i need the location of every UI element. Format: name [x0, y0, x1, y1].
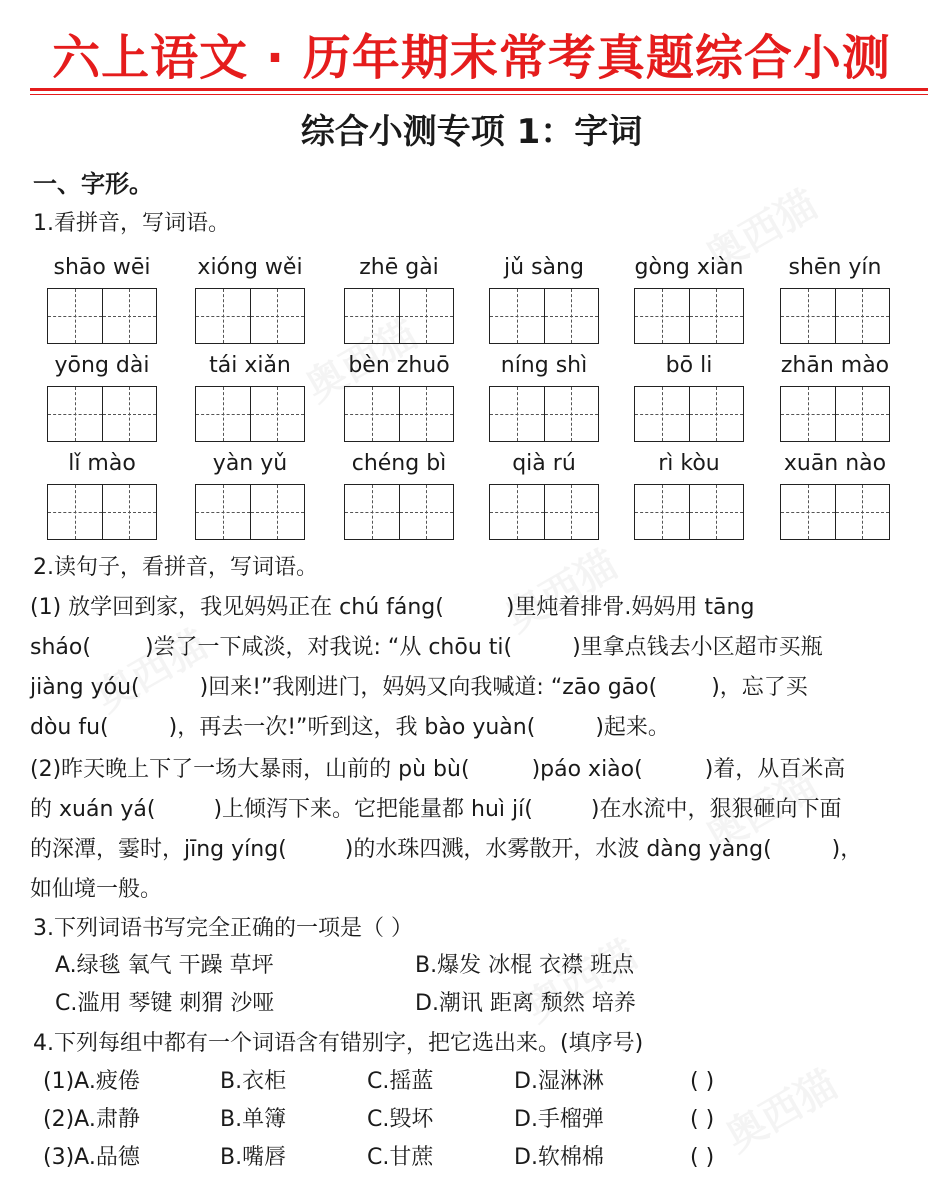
writing-grid[interactable] — [489, 484, 599, 540]
writing-grid[interactable] — [47, 288, 157, 344]
writing-grid[interactable] — [195, 386, 305, 442]
q3-option-a[interactable]: A.绿毯 氧气 干躁 草坪 — [55, 953, 274, 978]
q3-option-c[interactable]: C.滥用 琴键 刺猬 沙哑 — [55, 991, 275, 1016]
pinyin-item — [344, 252, 454, 350]
writing-grid[interactable] — [344, 484, 454, 540]
writing-grid[interactable] — [344, 386, 454, 442]
title-underline-thin — [30, 94, 928, 95]
writing-grid[interactable] — [634, 288, 744, 344]
pinyin-label: yàn yǔ — [212, 451, 288, 476]
q4-group-1-a[interactable]: (1)A.疲倦 — [43, 1069, 140, 1094]
writing-grid[interactable] — [195, 288, 305, 344]
title-underline — [30, 88, 928, 91]
pinyin-item — [47, 252, 157, 350]
question-1-prompt: 1.看拼音，写词语。 — [33, 211, 230, 236]
pinyin-item — [634, 252, 744, 350]
header — [0, 0, 943, 100]
page-title: 六上语文 · 历年期末常考真题综合小测 — [52, 30, 891, 86]
writing-grid[interactable] — [489, 386, 599, 442]
writing-grid[interactable] — [344, 288, 454, 344]
pinyin-label: xióng wěi — [197, 255, 303, 280]
writing-grid[interactable] — [195, 484, 305, 540]
pinyin-label: qià rú — [512, 451, 576, 476]
pinyin-label: xuān nào — [783, 451, 887, 476]
q4-group-2-answer[interactable]: ( ) — [690, 1107, 715, 1132]
pinyin-label: rì kòu — [658, 451, 720, 476]
q4-group-3-c[interactable]: C.甘蔗 — [367, 1145, 434, 1170]
pinyin-label: shāo wēi — [53, 255, 151, 280]
q4-group-2-c[interactable]: C.毁坏 — [367, 1107, 434, 1132]
writing-grid[interactable] — [780, 386, 890, 442]
q4-group-2-a[interactable]: (2)A.肃静 — [43, 1107, 140, 1132]
pinyin-label: jǔ sàng — [504, 255, 584, 280]
pinyin-item — [195, 350, 305, 448]
pinyin-label: lǐ mào — [68, 451, 136, 476]
pinyin-label: bèn zhuō — [348, 353, 450, 378]
pinyin-item — [195, 448, 305, 546]
pinyin-item — [489, 350, 599, 448]
pinyin-item — [780, 252, 890, 350]
pinyin-row-3 — [0, 448, 943, 546]
pinyin-row-1 — [0, 252, 943, 350]
q4-group-1-b[interactable]: B.衣柜 — [220, 1069, 287, 1094]
pinyin-label: chéng bì — [351, 451, 447, 476]
pinyin-label: yōng dài — [54, 353, 150, 378]
writing-grid[interactable] — [634, 386, 744, 442]
q4-group-1-c[interactable]: C.摇蓝 — [367, 1069, 434, 1094]
pinyin-item — [780, 350, 890, 448]
pinyin-item — [780, 448, 890, 546]
q4-group-3-b[interactable]: B.嘴唇 — [220, 1145, 287, 1170]
writing-grid[interactable] — [489, 288, 599, 344]
question-2-paragraph-1: (1) 放学回到家，我见妈妈正在 chú fáng( )里炖着排骨.妈妈用 tāng sháo( )尝了一下咸淡，对我说: “从 chōu ti( )里拿点钱去小区超市买瓶 jiàng yóu( )回来!”我刚进门，妈妈又向我喊道: “zāo gāo( )，忘了买 dòu fu( )，再去一次!”听到这，我 bào yuàn( )起来。 — [30, 595, 823, 740]
pinyin-item — [344, 448, 454, 546]
pinyin-label: shēn yín — [788, 255, 882, 280]
pinyin-item — [47, 448, 157, 546]
pinyin-item — [634, 350, 744, 448]
q4-group-3-a[interactable]: (3)A.品德 — [43, 1145, 140, 1170]
writing-grid[interactable] — [780, 288, 890, 344]
q4-group-3-d[interactable]: D.软棉棉 — [514, 1145, 604, 1170]
q3-option-d[interactable]: D.潮讯 距离 颓然 培养 — [415, 991, 636, 1016]
question-2-prompt: 2.读句子，看拼音，写词语。 — [33, 555, 318, 580]
q3-option-b[interactable]: B.爆发 冰棍 衣襟 班点 — [415, 953, 635, 978]
page-subtitle: 综合小测专项 1：字词 — [300, 112, 643, 152]
q4-group-1-answer[interactable]: ( ) — [690, 1069, 715, 1094]
pinyin-item — [489, 252, 599, 350]
pinyin-item — [344, 350, 454, 448]
section-heading: 一、字形。 — [33, 170, 153, 198]
pinyin-label: bō li — [665, 353, 713, 378]
q4-group-2-b[interactable]: B.单簿 — [220, 1107, 287, 1132]
pinyin-item — [634, 448, 744, 546]
q4-group-2-d[interactable]: D.手榴弹 — [514, 1107, 604, 1132]
pinyin-label: zhē gài — [359, 255, 439, 280]
question-2-paragraph-2: (2)昨天晚上下了一场大暴雨，山前的 pù bù( )páo xiào( )着，从百米高 的 xuán yá( )上倾泻下来。它把能量都 huì jí( )在水流中，狠狠砸向下面 的深潭，霎时，jīng yíng( )的水珠四溅，水雾散开，水波 dàng yàng( )， 如仙境一般。 — [30, 757, 863, 902]
pinyin-item — [195, 252, 305, 350]
q4-group-1-d[interactable]: D.湿淋淋 — [514, 1069, 604, 1094]
pinyin-item — [47, 350, 157, 448]
question-3-prompt: 3.下列词语书写完全正确的一项是（ ） — [33, 916, 413, 941]
pinyin-row-2 — [0, 350, 943, 448]
pinyin-label: tái xiǎn — [209, 353, 291, 378]
writing-grid[interactable] — [780, 484, 890, 540]
question-4-prompt: 4.下列每组中都有一个词语含有错别字，把它选出来。(填序号) — [33, 1031, 644, 1056]
writing-grid[interactable] — [634, 484, 744, 540]
pinyin-label: níng shì — [500, 353, 588, 378]
writing-grid[interactable] — [47, 484, 157, 540]
watermark — [714, 1054, 846, 1163]
pinyin-item — [489, 448, 599, 546]
pinyin-label: zhān mào — [780, 353, 890, 378]
writing-grid[interactable] — [47, 386, 157, 442]
q4-group-3-answer[interactable]: ( ) — [690, 1145, 715, 1170]
pinyin-label: gòng xiàn — [634, 255, 744, 280]
